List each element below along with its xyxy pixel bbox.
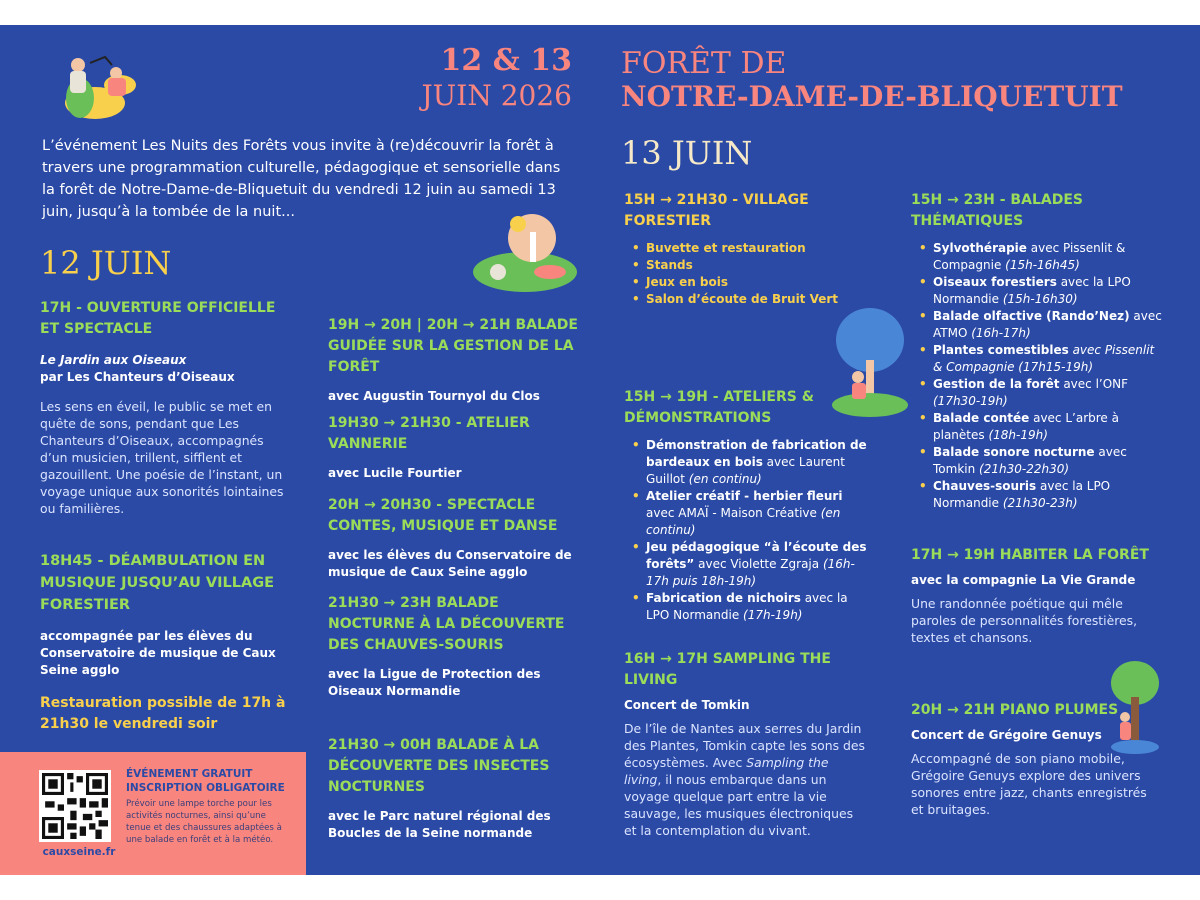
dates-line1: 12 & 13	[440, 43, 572, 78]
list-item: • Fabrication de nichoirs avec la LPO Normandie (17h-19h)	[646, 590, 869, 624]
picnic-illustration	[470, 210, 580, 295]
event-spectacle	[328, 495, 578, 593]
list-item: • Balade contée avec L’arbre à planètes (18h-19h)	[933, 410, 1166, 444]
event-subtitle: avec les élèves du Conservatoire de musique de Caux Seine agglo	[328, 548, 572, 579]
ateliers	[624, 387, 869, 624]
village-list	[624, 240, 849, 308]
sampling-heading: 16H → 17H SAMPLING THE LIVING	[624, 651, 831, 688]
piano-desc: Accompagné de son piano mobile, Grégoire Genuys explore des univers sonores entre jazz, chants enregistrés et bruitages.	[911, 751, 1147, 817]
event-opening-subtitle: Le Jardin aux Oiseaux	[40, 353, 187, 367]
sampling-subtitle: Concert de Tomkin	[624, 698, 750, 712]
event-insectes	[328, 735, 578, 842]
village-forestier	[624, 190, 849, 308]
event-deambulation-heading: 18H45 - DÉAMBULATION EN MUSIQUE JUSQU’AU VILLAGE FORESTIER	[40, 553, 275, 613]
flyer	[0, 25, 1200, 875]
day12-col2	[328, 315, 578, 842]
ateliers-heading: 15H → 19H - ATELIERS & DÉMONSTRATIONS	[624, 389, 814, 426]
equipment-note: Prévoir une lampe torche pour les activités nocturnes, ainsi qu’une tenue et des chaussures adaptées à une balade en forêt et à la météo.	[126, 799, 282, 845]
balades-list	[911, 240, 1166, 512]
event-subtitle: avec Lucile Fourtier	[328, 466, 462, 480]
event-opening-desc: Les sens en éveil, le public se met en quête de sons, pendant que Les Chanteurs d’Oiseaux, accompagnés d’un musicien, trillent, sifflent et gazouillent. Une poésie de l’instant, un voyage unique aux sonorités lointaines ou familières.	[40, 399, 284, 516]
list-item: • Sylvothérapie avec Pissenlit & Compagnie (15h-16h45)	[933, 240, 1166, 274]
event-opening-heading-2: ET SPECTACLE	[40, 321, 153, 337]
event-vannerie	[328, 413, 578, 495]
event-subtitle: avec le Parc naturel régional des Boucles de la Seine normande	[328, 809, 551, 840]
website-link[interactable]: cauxseine.fr	[42, 846, 116, 858]
title-line1: FORÊT DE	[621, 46, 787, 81]
event-heading: 19H30 → 21H30 - ATELIER VANNERIE	[328, 415, 530, 452]
village-heading: 15H → 21H30 - VILLAGE FORESTIER	[624, 192, 809, 229]
event-deambulation	[40, 550, 290, 679]
list-item: • Buvette et restauration	[646, 240, 849, 257]
intro-text: L’événement Les Nuits des Forêts vous invite à (re)découvrir la forêt à travers une programmation culturelle, pédagogique et sensorielle dans la forêt de Notre-Dame-de-Bliquetuit du vendredi 12 juin au samedi 13 juin, jusqu’à la tombée de la nuit...	[42, 138, 561, 220]
event-opening	[40, 298, 290, 517]
event-balade-guidee	[328, 315, 578, 413]
sampling-desc: De l’île de Nantes aux serres du Jardin des Plantes, Tomkin capte les sons des écosystèmes. Avec Sampling the living, il nous embarque dans un voyage quelque part entre la vie sauvage, les musiques électroniques et la contemplation du vivant.	[624, 721, 865, 838]
piano	[911, 700, 1161, 818]
list-item: • Oiseaux forestiers avec la LPO Normandie (15h-16h30)	[933, 274, 1166, 308]
sampling	[624, 649, 869, 839]
list-item: • Balade olfactive (Rando’Nez) avec ATMO (16h-17h)	[933, 308, 1166, 342]
habiter-heading: 17H → 19H HABITER LA FORÊT	[911, 547, 1149, 563]
list-item: • Gestion de la forêt avec l’ONF (17h30-19h)	[933, 376, 1166, 410]
list-item: • Chauves-souris avec la LPO Normandie (21h30-23h)	[933, 478, 1166, 512]
habiter-subtitle: avec la compagnie La Vie Grande	[911, 573, 1136, 587]
habiter-desc: Une randonnée poétique qui mêle paroles de personnalités forestières, textes et chansons.	[911, 596, 1138, 645]
list-item: • Jeu pédagogique “à l’écoute des forêts” avec Violette Zgraja (16h-17h puis 18h-19h)	[646, 539, 869, 590]
ateliers-list	[624, 437, 869, 624]
balades	[911, 190, 1166, 512]
event-heading: 20H → 20H30 - SPECTACLE CONTES, MUSIQUE ET DANSE	[328, 497, 558, 534]
list-item: • Plantes comestibles avec Pissenlit & Compagnie (17h15-19h)	[933, 342, 1166, 376]
dates-line2: JUIN 2026	[421, 79, 572, 112]
list-item: • Salon d’écoute de Bruit Vert	[646, 291, 849, 308]
day13-title: 13 JUIN	[621, 134, 753, 172]
event-heading: 21H30 → 00H BALADE À LA DÉCOUVERTE DES INSECTES NOCTURNES	[328, 737, 550, 795]
event-subtitle: avec la Ligue de Protection des Oiseaux Normandie	[328, 667, 541, 698]
list-item: • Démonstration de fabrication de bardeaux en bois avec Laurent Guillot (en continu)	[646, 437, 869, 488]
event-heading: 19H → 20H | 20H → 21H BALADE GUIDÉE SUR LA GESTION DE LA FORÊT	[328, 317, 578, 375]
title-line2: NOTRE-DAME-DE-BLIQUETUIT	[621, 80, 1123, 113]
event-deambulation-subtitle: accompagnée par les élèves du Conservatoire de musique de Caux Seine agglo	[40, 629, 276, 677]
event-opening-performer: par Les Chanteurs d’Oiseaux	[40, 370, 235, 384]
list-item: • Balade sonore nocturne avec Tomkin (21h30-22h30)	[933, 444, 1166, 478]
piano-heading: 20H → 21H PIANO PLUMES	[911, 702, 1119, 718]
event-subtitle: avec Augustin Tournyol du Clos	[328, 389, 540, 403]
piano-subtitle: Concert de Grégoire Genuys	[911, 728, 1102, 742]
habiter	[911, 545, 1161, 646]
qr-code-icon[interactable]	[39, 770, 111, 842]
restauration-note: Restauration possible de 17h à 21h30 le vendredi soir	[40, 695, 286, 732]
balades-heading: 15H → 23H - BALADES THÉMATIQUES	[911, 192, 1083, 229]
event-heading: 21H30 → 23H BALADE NOCTURNE À LA DÉCOUVERTE DES CHAUVES-SOURIS	[328, 595, 565, 653]
day12-title: 12 JUIN	[40, 244, 172, 282]
info-box-text	[126, 767, 291, 846]
event-chauves-souris	[328, 593, 578, 735]
list-item: • Jeux en bois	[646, 274, 849, 291]
free-event-label: ÉVÉNEMENT GRATUIT	[126, 768, 253, 780]
forest-people-illustration	[50, 43, 150, 123]
list-item: • Stands	[646, 257, 849, 274]
event-opening-heading-1: 17H - OUVERTURE OFFICIELLE	[40, 300, 276, 316]
list-item: • Atelier créatif - herbier fleuri avec AMAÏ - Maison Créative (en continu)	[646, 488, 869, 539]
registration-label: INSCRIPTION OBLIGATOIRE	[126, 782, 285, 794]
